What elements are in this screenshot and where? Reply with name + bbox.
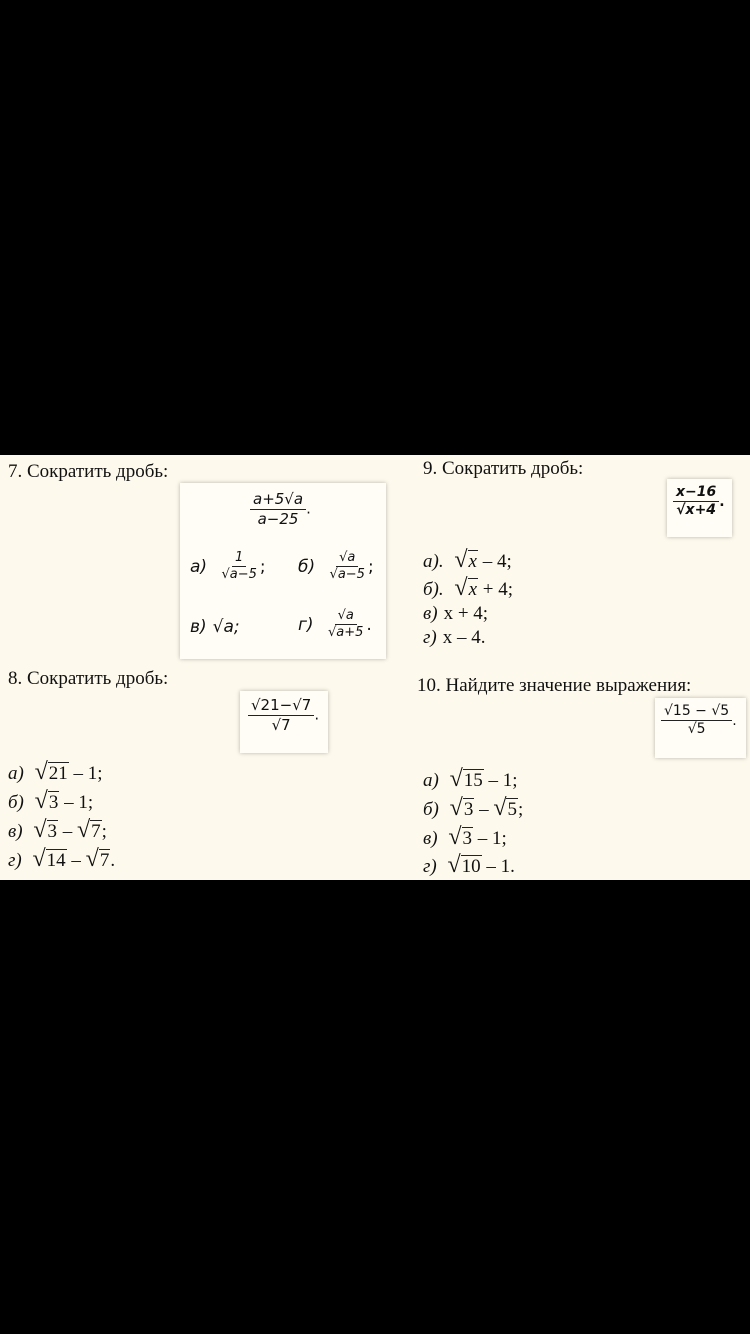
- radicand: 7: [91, 821, 101, 842]
- option-minus: –: [71, 850, 81, 871]
- p8-option-b: б) √3 – 1;: [8, 788, 94, 814]
- option-end: ;: [101, 821, 107, 842]
- option-end: ;: [259, 556, 266, 577]
- problem-9-title: 9. Сократить дробь:: [423, 458, 584, 479]
- option-label: в): [423, 603, 438, 624]
- option-end: .: [110, 850, 116, 871]
- radicand: 3: [48, 792, 59, 813]
- option-denominator: √a+5: [327, 625, 364, 641]
- option-numerator: √a: [336, 551, 358, 567]
- p9-option-a: а). √x – 4;: [423, 547, 512, 573]
- option-label: а): [190, 556, 208, 577]
- p8-expr-numerator: √21−√7: [248, 697, 314, 716]
- option-rest: – 1;: [488, 770, 518, 791]
- option-end: ;: [367, 556, 374, 577]
- p7-option-v: [190, 617, 240, 637]
- option-denominator: √a−5: [329, 567, 365, 583]
- p7-expr-denominator: a−25: [257, 509, 299, 528]
- option-rest: – 1.: [486, 856, 515, 877]
- option-label: в): [190, 617, 207, 637]
- p9-option-v: [423, 603, 488, 625]
- problem-9-expression: [673, 485, 725, 519]
- radicand: 21: [48, 763, 68, 784]
- option-denominator: √a−5: [221, 567, 257, 583]
- option-rest: – 1;: [73, 763, 103, 784]
- problem-7-title: 7. Сократить дробь:: [8, 461, 169, 482]
- problem-10-expression: [661, 704, 737, 738]
- radicand: 10: [461, 856, 481, 877]
- option-rest: – 1;: [477, 828, 507, 849]
- p8-expr-end: .: [314, 705, 320, 724]
- p10-option-v: в) √3 – 1;: [423, 824, 507, 850]
- option-rest: – 1;: [64, 792, 94, 813]
- option-numerator: √a: [335, 609, 357, 625]
- option-label: в): [423, 828, 438, 849]
- problem-8-title: 8. Сократить дробь:: [8, 668, 169, 689]
- option-label: а).: [423, 551, 444, 572]
- p10-option-b: б) √3 – √5;: [423, 795, 524, 821]
- option-minus: –: [479, 799, 489, 820]
- problem-8-expression: [248, 697, 319, 733]
- option-rest: – 4;: [482, 551, 512, 572]
- radicand: 7: [99, 850, 110, 871]
- radicand: x: [468, 551, 477, 572]
- option-label: а): [8, 763, 24, 784]
- p9-option-g: [423, 627, 486, 649]
- option-label: г): [298, 614, 314, 635]
- option-label: б): [298, 556, 316, 577]
- p8-option-v: в) √3 – √7;: [8, 817, 107, 843]
- option-value: x + 4;: [443, 603, 489, 624]
- option-label: б): [423, 799, 439, 820]
- radicand: 3: [47, 821, 57, 842]
- option-numerator: 1: [232, 551, 246, 567]
- option-label: г): [423, 856, 437, 877]
- p9-expr-numerator: x−16: [673, 485, 719, 502]
- p10-option-a: а) √15 – 1;: [423, 766, 518, 792]
- worksheet: [0, 455, 750, 880]
- p8-option-a: а) √21 – 1;: [8, 759, 103, 785]
- p9-expr-denominator: √x+4: [676, 502, 717, 519]
- option-value: √a;: [212, 617, 240, 637]
- option-value: x – 4.: [442, 627, 486, 648]
- option-end: ;: [517, 799, 524, 820]
- p7-option-a: [190, 551, 266, 583]
- problem-7-box: [180, 483, 386, 659]
- option-label: б): [8, 792, 24, 813]
- option-minus: –: [62, 821, 73, 842]
- problem-9-box: [667, 479, 732, 537]
- radicand: 15: [463, 770, 483, 791]
- p8-expr-denominator: √7: [271, 715, 291, 734]
- option-label: в): [8, 821, 23, 842]
- option-label: б).: [423, 579, 444, 600]
- option-label: а): [423, 770, 439, 791]
- option-label: г): [423, 627, 437, 648]
- p9-expr-end: .: [719, 493, 725, 510]
- p8-option-g: г) √14 – √7.: [8, 846, 116, 872]
- problem-7-expression: [250, 491, 311, 527]
- p7-expr-numerator: a+5√a: [250, 491, 306, 510]
- radicand: 5: [507, 799, 517, 820]
- p9-option-b: б). √x + 4;: [423, 575, 513, 601]
- p10-option-g: г) √10 – 1.: [423, 852, 515, 878]
- p10-expr-end: .: [732, 712, 737, 729]
- radicand: 3: [462, 828, 472, 849]
- p7-expr-end: .: [306, 499, 311, 518]
- p10-expr-denominator: √5: [687, 721, 706, 738]
- option-rest: + 4;: [482, 579, 513, 600]
- option-end: .: [366, 614, 372, 635]
- problem-10-box: [655, 698, 746, 758]
- p10-expr-numerator: √15 − √5: [661, 704, 732, 721]
- radicand: 14: [46, 850, 66, 871]
- problem-10-title: 10. Найдите значение выражения:: [417, 675, 692, 696]
- option-label: г): [8, 850, 22, 871]
- p7-option-g: [298, 609, 372, 641]
- problem-8-box: [240, 691, 328, 753]
- radicand: 3: [463, 799, 474, 820]
- p7-option-b: [298, 551, 374, 583]
- radicand: x: [468, 579, 477, 600]
